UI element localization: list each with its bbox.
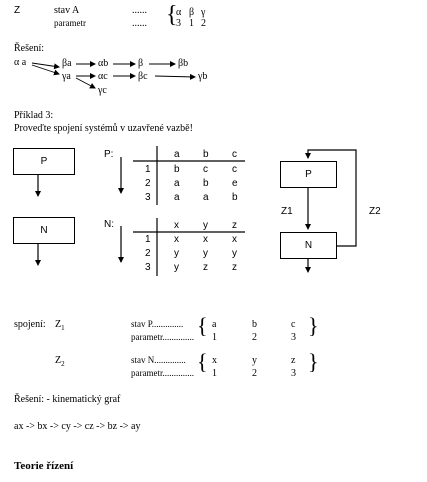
row-p-val-b: b xyxy=(252,319,257,330)
loop-lines xyxy=(308,150,356,272)
state-sequence: ax -> bx -> cy -> cz -> bz -> ay xyxy=(14,421,141,432)
loop-block-p-label: P xyxy=(305,169,312,180)
table-p-label: P: xyxy=(104,149,114,160)
priklad-text: Proveďte spojení systémů v uzavřené vazbě! xyxy=(14,123,193,134)
table-p-row-3-a: a xyxy=(174,192,180,203)
table-n-row-2-y: y xyxy=(203,248,208,259)
spojeni-brace-left-2: { xyxy=(197,349,208,374)
node-alpha-a: α a xyxy=(14,57,27,68)
table-p-row-3-index: 3 xyxy=(145,192,151,203)
table-n-row-1-index: 1 xyxy=(145,234,151,245)
table-n-header-x: x xyxy=(174,220,179,231)
block-n-label: N xyxy=(40,225,48,236)
spojeni-label: spojení: xyxy=(14,319,46,330)
loop-block-n-label: N xyxy=(304,240,313,251)
table-n-rules xyxy=(121,218,245,276)
table-n-row-3-x: y xyxy=(174,262,179,273)
node-beta: β xyxy=(138,58,144,69)
spojeni-brace-right-1: } xyxy=(308,313,319,338)
stav-a-label: stav A xyxy=(54,5,80,16)
table-p-row-1-b: c xyxy=(203,164,208,175)
loop-label-z1: Z1 xyxy=(281,206,293,217)
table-p-row-1-index: 1 xyxy=(145,164,151,175)
table-p-header-b: b xyxy=(203,149,209,160)
greek-alpha: α xyxy=(176,7,182,18)
spojeni-brace-right-2: } xyxy=(308,349,319,374)
table-p-row-2-b: b xyxy=(203,178,209,189)
table-p-row-2-c: e xyxy=(232,178,238,189)
node-gamma-a: γa xyxy=(62,71,71,82)
z-label: Z xyxy=(14,5,21,16)
node-beta-c: βc xyxy=(138,71,148,82)
table-p-row-3-b: a xyxy=(203,192,209,203)
row-n-param-1: 1 xyxy=(212,368,217,379)
row-p-val-c: c xyxy=(291,319,296,330)
reseni-2-text: Řešení: - kinematický graf xyxy=(14,394,121,405)
num-1: 1 xyxy=(189,18,194,29)
spojeni-brace-left-1: { xyxy=(197,313,208,338)
row-p-val-a: a xyxy=(212,319,217,330)
table-n-row-2-z: y xyxy=(232,248,237,259)
table-p-row-2-a: a xyxy=(174,178,180,189)
table-n-row-3-y: z xyxy=(203,262,208,273)
table-n-row-1-z: x xyxy=(232,234,237,245)
parametr-2-label: parametr.............. xyxy=(131,368,194,378)
row-p-param-2: 2 xyxy=(252,332,257,343)
table-p-row-2-index: 2 xyxy=(145,178,151,189)
row-n-val-z: z xyxy=(291,355,296,366)
node-gamma-b: γb xyxy=(198,71,208,82)
table-n-row-1-y: x xyxy=(203,234,208,245)
row-n-param-2: 2 xyxy=(252,368,257,379)
header-brace: { xyxy=(166,2,178,28)
table-n-header-y: y xyxy=(203,220,208,231)
table-n-row-3-index: 3 xyxy=(145,262,151,273)
spojeni-z1-letter: Z xyxy=(55,319,62,330)
parametr-1-label: parametr.............. xyxy=(131,332,194,342)
node-gamma-c: γc xyxy=(98,85,107,96)
loop-label-z2: Z2 xyxy=(369,206,381,217)
table-p-row-1-a: b xyxy=(174,164,180,175)
table-n-row-3-z: z xyxy=(232,262,237,273)
num-2: 2 xyxy=(201,18,206,29)
spojeni-z2-letter: Z xyxy=(55,355,62,366)
table-p-rules xyxy=(121,146,245,205)
row-p-param-1: 1 xyxy=(212,332,217,343)
row-p-param-3: 3 xyxy=(291,332,296,343)
stav-p-label: stav P.............. xyxy=(131,319,184,329)
spojeni-z1-sub: 1 xyxy=(61,324,65,332)
stav-n-label: stav N.............. xyxy=(131,355,186,365)
node-alpha-b: αb xyxy=(98,58,109,69)
node-beta-a: βa xyxy=(62,58,72,69)
greek-gamma: γ xyxy=(201,7,206,18)
table-n-row-2-x: y xyxy=(174,248,179,259)
priklad-title: Příklad 3: xyxy=(14,110,54,121)
row-n-param-3: 3 xyxy=(291,368,296,379)
parametr-label: parametr xyxy=(54,18,86,28)
node-beta-b: βb xyxy=(178,58,189,69)
node-alpha-c: αc xyxy=(98,71,108,82)
reseni-1-label: Řešení: xyxy=(14,43,44,54)
table-p-header-c: c xyxy=(232,149,237,160)
table-n-row-1-x: x xyxy=(174,234,179,245)
spojeni-z2-sub: 2 xyxy=(61,360,65,368)
table-p-header-a: a xyxy=(174,149,180,160)
section-heading: Teorie řízení xyxy=(14,460,74,472)
dots-1: ...... xyxy=(132,5,147,16)
dots-2: ...... xyxy=(132,18,147,29)
greek-beta: β xyxy=(189,7,195,18)
row-n-val-y: y xyxy=(252,355,257,366)
num-3: 3 xyxy=(176,18,181,29)
reseni-1-arrows xyxy=(32,63,195,88)
table-p-row-1-c: c xyxy=(232,164,237,175)
table-n-row-2-index: 2 xyxy=(145,248,151,259)
table-n-label: N: xyxy=(104,219,114,230)
table-p-row-3-c: b xyxy=(232,192,238,203)
block-p-label: P xyxy=(40,156,48,167)
row-n-val-x: x xyxy=(212,355,217,366)
table-n-header-z: z xyxy=(232,220,237,231)
